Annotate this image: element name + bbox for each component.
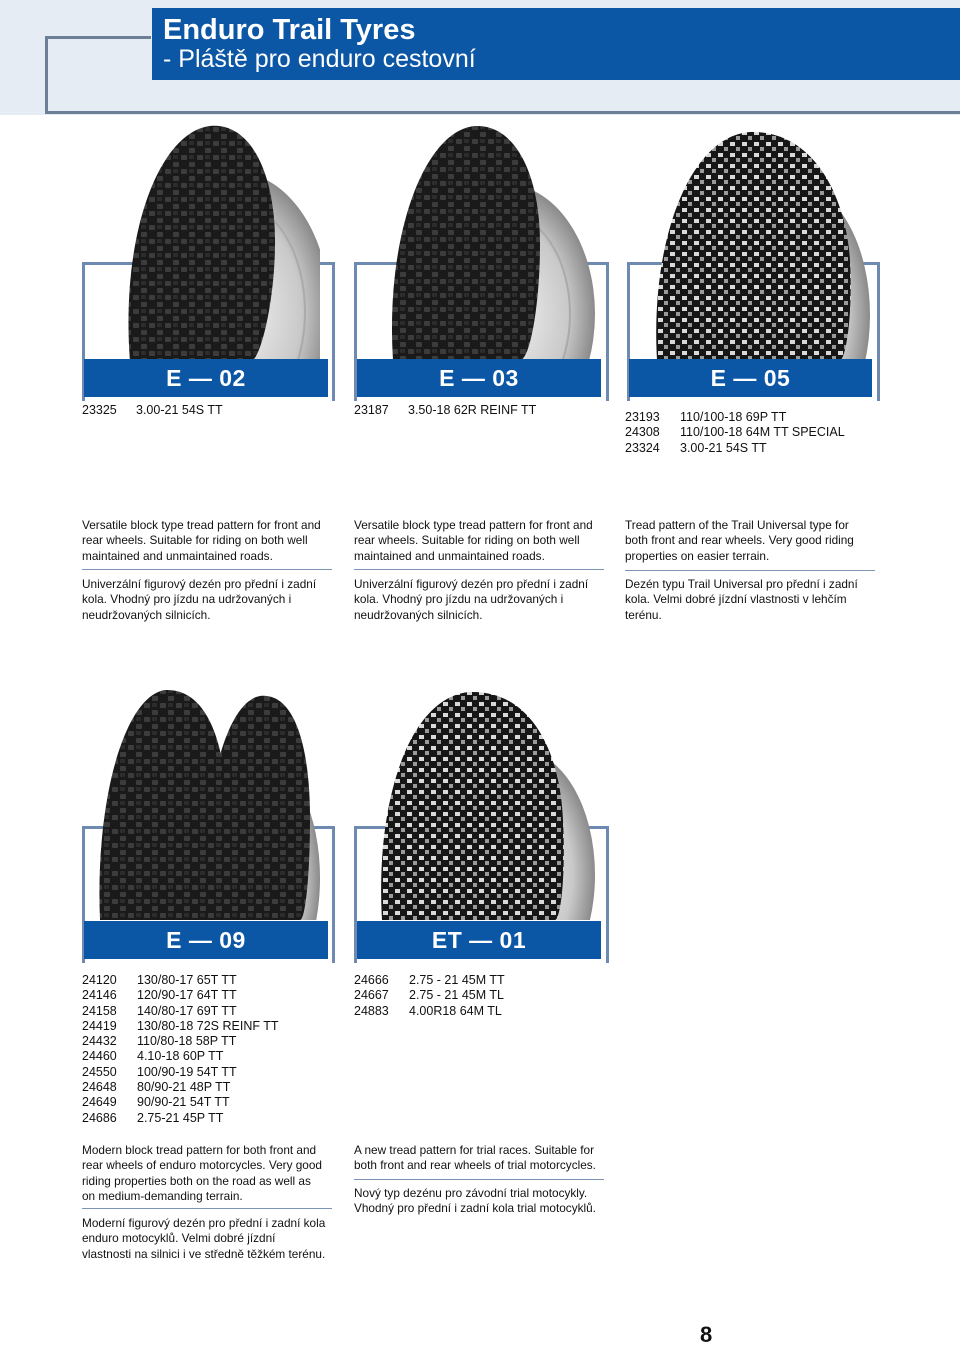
product-description-e05 (625, 518, 875, 564)
product-description-e03 (354, 518, 604, 564)
table-row: 23193 110/100-18 69P TT (625, 410, 787, 424)
table-row: 24158 140/80-17 69T TT (82, 1003, 237, 1018)
divider (354, 569, 604, 570)
table-row: 24883 4.00R18 64M TL (354, 1003, 502, 1018)
table-row: 23324 3.00-21 54S TT (625, 440, 767, 455)
table-row: 24667 2.75 - 21 45M TL (354, 988, 504, 1003)
description-cz: Moderní figurový dezén pro přední i zadní kola enduro motocyklů. Velmi dobré jízdní vlastnosti na silnici i ve středně těžkém terénu. (82, 1216, 326, 1261)
description-cz: Nový typ dezénu pro závodní trial motocykly. Vhodný pro přední i zadní kola trial motocyklů. (354, 1186, 596, 1216)
divider (625, 570, 875, 571)
product-name-e03: E — 03 (357, 359, 601, 397)
description-en: Tread pattern of the Trail Universal type for both front and rear wheels. Very good riding properties on easier terrain. (625, 518, 854, 563)
description-en: Modern block tread pattern for both front and rear wheels of enduro motorcycles. Very good riding properties both on the road as well as on medium-demanding terrain. (82, 1143, 322, 1203)
product-codes-e09 (82, 973, 279, 1126)
table-row: 24432 110/80-18 58P TT (82, 1034, 237, 1049)
product-description-e02 (82, 518, 332, 564)
header-rule (45, 36, 151, 39)
table-row: 24419 130/80-18 72S REINF TT (82, 1018, 279, 1033)
table-row: 24666 2.75 - 21 45M TT (354, 973, 505, 987)
tyre-image-e02 (100, 112, 320, 362)
product-description-cz-e03 (354, 577, 604, 623)
tyre-image-e05 (645, 130, 870, 360)
description-en: Versatile block type tread pattern for front and rear wheels. Suitable for riding on both well maintained and unmaintained roads. (82, 518, 321, 563)
table-row: 24120 130/80-17 65T TT (82, 973, 237, 987)
header-rule (45, 36, 48, 114)
table-row: 23325 3.00-21 54S TT (82, 403, 223, 417)
description-en: A new tread pattern for trial races. Suitable for both front and rear wheels of trial motorcycles. (354, 1143, 596, 1173)
product-codes-et01 (354, 973, 505, 1019)
product-name-e05: E — 05 (629, 359, 872, 397)
table-row: 24460 4.10-18 60P TT (82, 1049, 224, 1064)
description-en: Versatile block type tread pattern for front and rear wheels. Suitable for riding on both well maintained and unmaintained roads. (354, 518, 593, 563)
product-name-et01: ET — 01 (357, 921, 601, 959)
product-description-cz-et01 (354, 1186, 604, 1217)
page-number: 8 (700, 1322, 713, 1347)
product-codes-e02 (82, 403, 223, 418)
divider (82, 569, 332, 570)
page-subtitle: - Pláště pro enduro cestovní (163, 45, 476, 73)
table-row: 24308 110/100-18 64M TT SPECIAL (625, 425, 845, 440)
product-description-cz-e02 (82, 577, 332, 623)
description-cz: Univerzální figurový dezén pro přední i zadní kola. Vhodný pro jízdu na udržovaných i neudržovaných silnicích. (354, 577, 589, 622)
product-description-et01 (354, 1143, 604, 1174)
table-row: 24146 120/90-17 64T TT (82, 988, 237, 1003)
table-row: 24649 90/90-21 54T TT (82, 1095, 230, 1110)
description-cz: Univerzální figurový dezén pro přední i zadní kola. Vhodný pro jízdu na udržovaných i neudržovaných silnicích. (82, 577, 317, 622)
product-description-cz-e09 (82, 1216, 327, 1262)
tyre-image-e03 (375, 124, 595, 360)
table-row: 23187 3.50-18 62R REINF TT (354, 403, 537, 417)
table-row: 24550 100/90-19 54T TT (82, 1064, 237, 1079)
page-title: Enduro Trail Tyres (163, 14, 416, 46)
product-name-e09: E — 09 (84, 921, 328, 959)
product-codes-e03 (354, 403, 536, 418)
divider (354, 1179, 604, 1180)
product-codes-e05 (625, 410, 845, 456)
description-cz: Dezén typu Trail Universal pro přední i zadní kola. Velmi dobré jízdní vlastnosti v lehčím terénu. (625, 577, 858, 622)
product-name-e02: E — 02 (84, 359, 328, 397)
table-row: 24648 80/90-21 48P TT (82, 1080, 231, 1095)
divider (82, 1208, 332, 1209)
product-description-cz-e05 (625, 577, 875, 623)
tyre-image-et01 (370, 690, 600, 920)
table-row: 24686 2.75-21 45P TT (82, 1110, 224, 1125)
tyre-image-e09 (95, 688, 325, 920)
product-description-e09 (82, 1143, 327, 1204)
